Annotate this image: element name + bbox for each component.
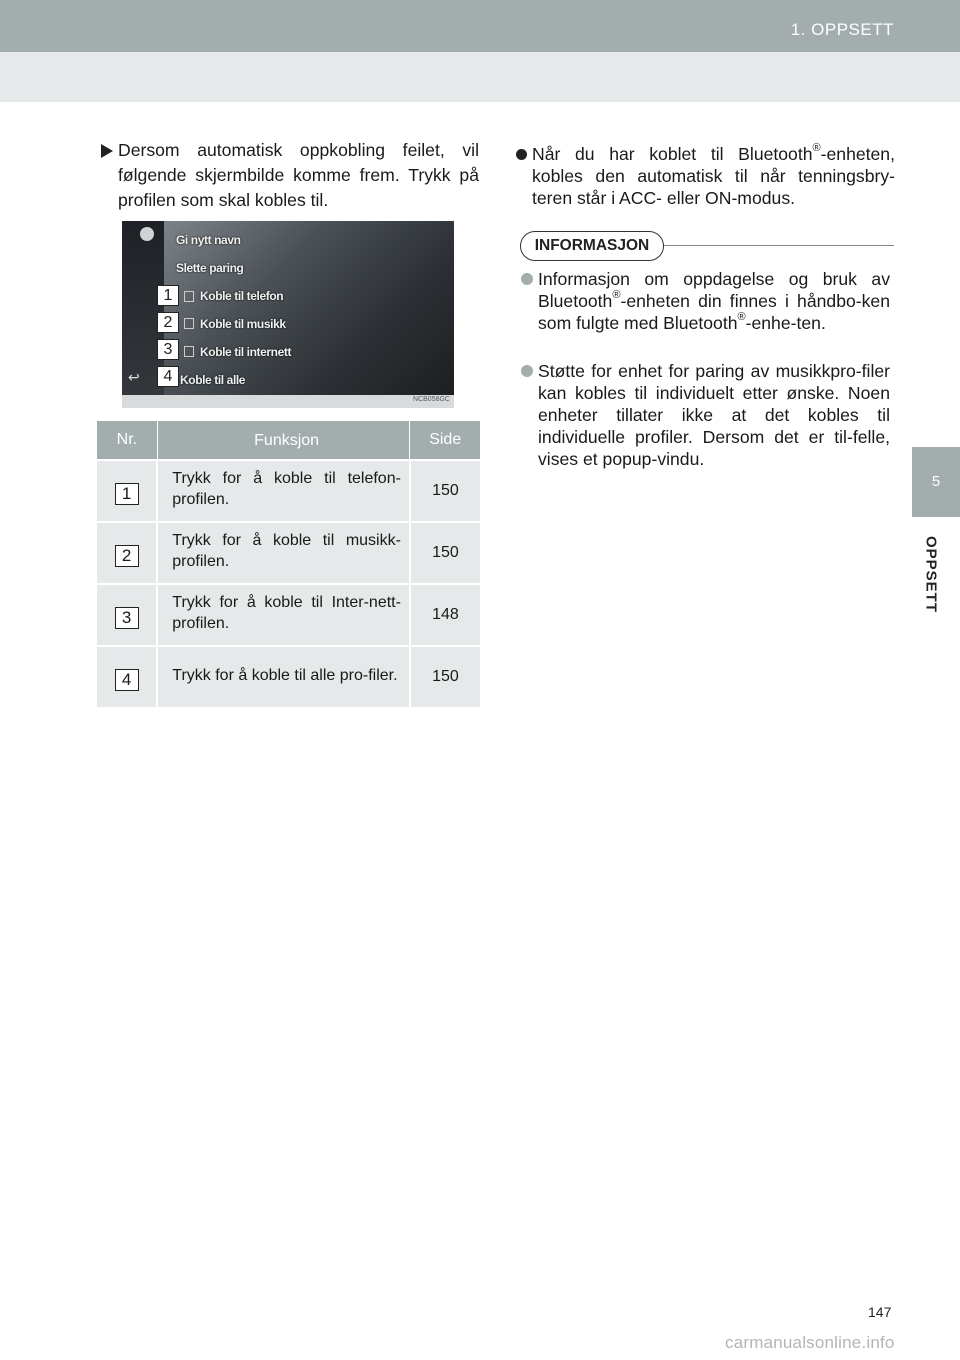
table-row xyxy=(97,460,480,522)
info-badge: INFORMASJON xyxy=(520,231,664,261)
phone-icon xyxy=(184,291,194,302)
callout-1: 1 xyxy=(157,285,179,306)
row-page: 150 xyxy=(410,522,480,584)
screen-item-connect-internet: Koble til internett xyxy=(200,345,292,359)
info-bullet-icon xyxy=(521,365,533,377)
callout-3: 3 xyxy=(157,339,179,360)
page-number: 147 xyxy=(868,1304,892,1320)
row-function: Trykk for å koble til musikk-profilen. xyxy=(172,532,401,570)
table-row xyxy=(97,646,480,707)
internet-icon xyxy=(184,346,194,357)
callout-4: 4 xyxy=(157,366,179,387)
screen-item-delete-pairing: Slette paring xyxy=(176,261,244,275)
table-row xyxy=(97,522,480,584)
row-page: 148 xyxy=(410,584,480,646)
chapter-number: 5 xyxy=(931,473,941,490)
screen-item-connect-music: Koble til musikk xyxy=(200,317,286,331)
bluetooth-text: Når du har koblet til Bluetooth®-enheten, kobles den automatisk til når tenningsbry-teren står i ACC- eller ON-modus. xyxy=(532,142,895,208)
bluetooth-bullet xyxy=(515,143,895,209)
bullet-dot-icon xyxy=(516,149,527,160)
section-title: 1. OPPSETT xyxy=(790,20,894,39)
chapter-label xyxy=(917,530,945,630)
row-function: Trykk for å koble til alle pro-filer. xyxy=(172,666,398,684)
info-bullet-icon xyxy=(521,273,533,285)
screen-item-connect-all: Koble til alle xyxy=(180,373,246,387)
row-number: 2 xyxy=(115,545,139,567)
row-number: 4 xyxy=(115,669,139,691)
info-text-1: Informasjon om oppdagelse og bruk av Bluetooth®-enheten din finnes i håndbo-ken som fulgte med Bluetooth®-enhe-ten. xyxy=(538,269,890,333)
instruction-text: Dersom automatisk oppkobling feilet, vil følgende skjermbilde komme frem. Trykk på profilen som skal kobles til. xyxy=(118,140,479,210)
row-number: 1 xyxy=(115,483,139,505)
screen-item-connect-phone: Koble til telefon xyxy=(200,289,284,303)
header-bar xyxy=(0,0,960,52)
info-item-1 xyxy=(520,268,890,334)
image-code: NCB058GC xyxy=(413,396,450,403)
instruction-bullet xyxy=(101,138,479,213)
row-function: Trykk for å koble til Inter-nett-profilen. xyxy=(172,594,401,632)
arrow-bullet-icon xyxy=(101,144,113,158)
row-page: 150 xyxy=(410,460,480,522)
header-function: Funksjon xyxy=(157,421,410,460)
screen-image xyxy=(122,221,454,408)
back-icon: ↩ xyxy=(128,369,140,385)
row-page: 150 xyxy=(410,646,480,707)
callout-2: 2 xyxy=(157,312,179,333)
header-subbar xyxy=(0,52,960,102)
screen-footer xyxy=(122,395,454,408)
chapter-label-text: OPPSETT xyxy=(922,535,940,613)
settings-icon xyxy=(140,227,154,241)
header-nr: Nr. xyxy=(97,421,157,460)
header-page: Side xyxy=(410,421,480,460)
music-icon xyxy=(184,318,194,329)
screen-item-rename: Gi nytt navn xyxy=(176,233,241,247)
table-row xyxy=(97,584,480,646)
info-item-2 xyxy=(520,360,890,470)
function-table xyxy=(97,421,480,707)
watermark: carmanualsonline.info xyxy=(725,1333,895,1352)
chapter-tab xyxy=(912,447,960,517)
row-function: Trykk for å koble til telefon-profilen. xyxy=(172,470,401,508)
info-divider xyxy=(662,245,894,246)
info-text-2: Støtte for enhet for paring av musikkpro-filer kan kobles til individuelt etter ønske. Noen enheter tillater ikke at det kobles til individuelle profiler. Dersom det er til-felle, vises et popup-vindu. xyxy=(538,361,890,469)
row-number: 3 xyxy=(115,607,139,629)
